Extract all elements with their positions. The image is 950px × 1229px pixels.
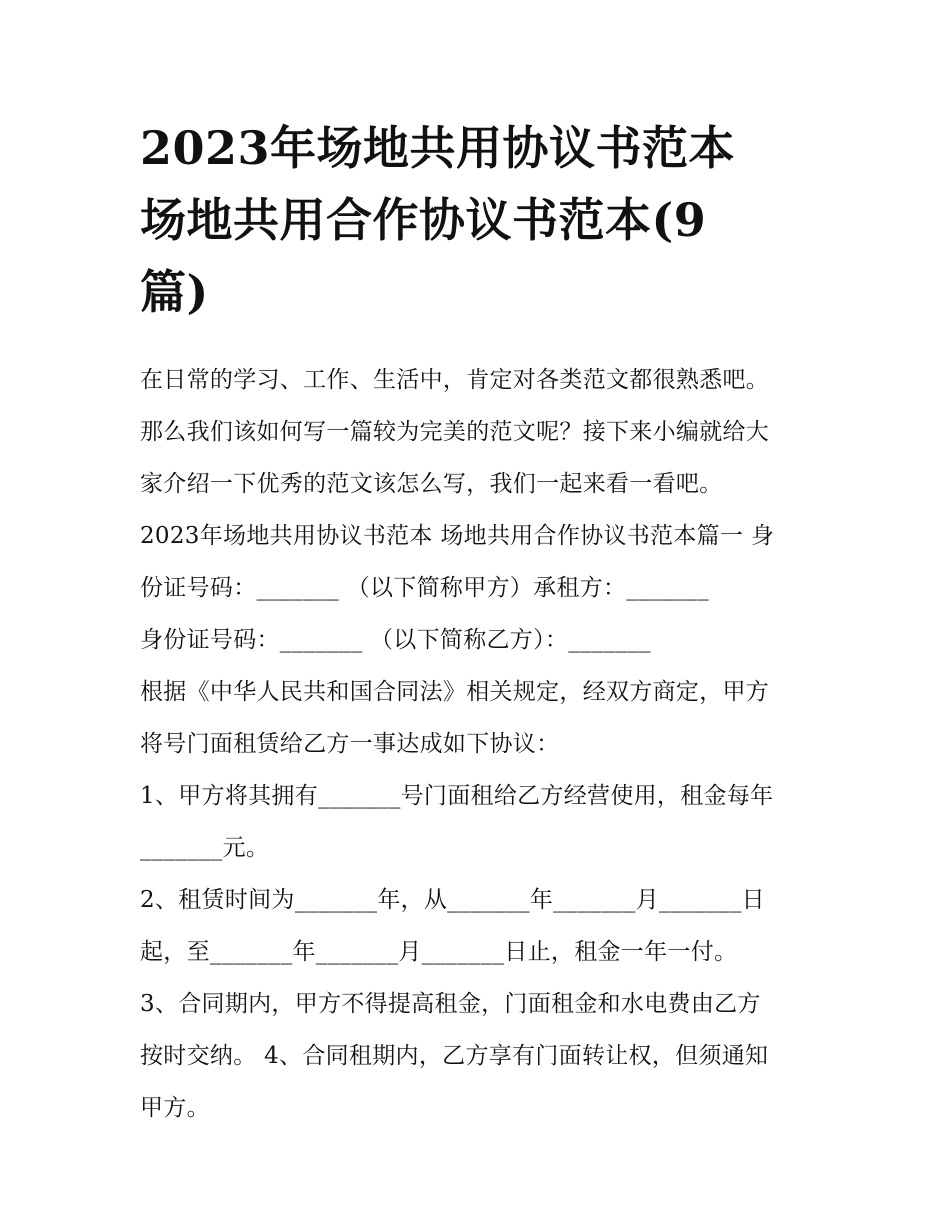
- body-line: 在日常的学习、工作、生活中，肯定对各类范文都很熟悉吧。: [140, 367, 770, 393]
- body-line: 甲方。: [140, 1095, 210, 1121]
- title-line: 2023年场地共用协议书范本: [140, 121, 736, 175]
- title-line: 篇): [140, 265, 209, 319]
- document-page: [140, 112, 830, 1134]
- body-line: 2023年场地共用协议书范本 场地共用合作协议书范本篇一 身: [140, 523, 775, 549]
- body-line: 将号门面租赁给乙方一事达成如下协议：: [140, 731, 560, 757]
- body-line: 3、合同期内，甲方不得提高租金，门面租金和水电费由乙方: [140, 991, 761, 1017]
- body-line: 2、租赁时间为_______年，从_______年_______月_______日: [140, 887, 765, 913]
- body-line: 身份证号码：_______ （以下简称乙方）：_______: [140, 627, 651, 653]
- body-line: 那么我们该如何写一篇较为完美的范文呢？接下来小编就给大: [140, 419, 770, 445]
- body-line: 家介绍一下优秀的范文该怎么写，我们一起来看一看吧。: [140, 471, 723, 497]
- document-title: [140, 112, 830, 328]
- body-line: 根据《中华人民共和国合同法》相关规定，经双方商定，甲方: [140, 679, 770, 705]
- body-line: _______元。: [140, 835, 270, 861]
- document-body: [140, 354, 830, 1134]
- title-line: 场地共用合作协议书范本(9: [140, 193, 707, 247]
- body-line: 按时交纳。 4、合同租期内，乙方享有门面转让权，但须通知: [140, 1043, 769, 1069]
- body-line: 份证号码：_______ （以下简称甲方）承租方：_______: [140, 575, 709, 601]
- body-line: 起，至_______年_______月_______日止，租金一年一付。: [140, 939, 738, 965]
- body-line: 1、甲方将其拥有_______号门面租给乙方经营使用，租金每年: [140, 783, 774, 809]
